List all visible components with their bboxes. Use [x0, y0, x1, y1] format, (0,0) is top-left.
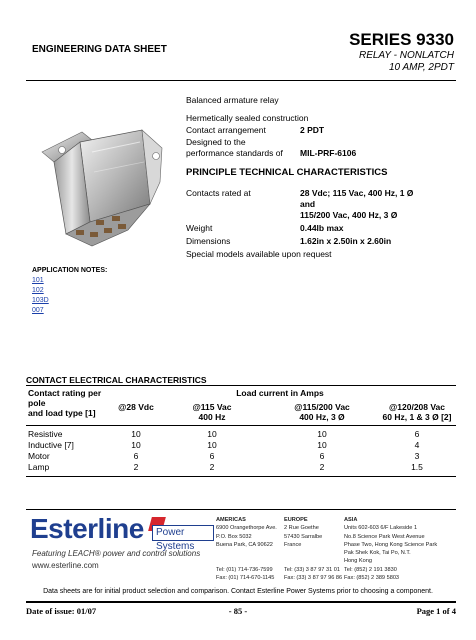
fax-europe: Fax: (33) 3 87 97 96 86 — [284, 575, 343, 582]
contact-characteristics-title: CONTACT ELECTRICAL CHARACTERISTICS — [26, 375, 207, 385]
tel-asia: Tel: (852) 2 191 3830 — [344, 567, 397, 573]
address-europe-line: 2 Rue Goethe — [284, 525, 319, 532]
tel-americas: Tel: (01) 714-736-7599 — [216, 567, 273, 573]
contact-asia — [344, 566, 399, 583]
address-asia — [344, 516, 437, 566]
rating-header-line-1: Contact rating per — [28, 388, 102, 398]
contact-europe — [284, 566, 342, 583]
load-current-header: Load current in Amps — [236, 388, 324, 398]
disclaimer-text: Data sheets are for initial product selection and comparison. Contact Esterline Power Systems prior to choosing a component. — [43, 588, 433, 595]
spec-contact-value: 2 PDT — [300, 125, 325, 135]
col-115-200vac-header — [282, 402, 362, 422]
address-americas — [216, 516, 277, 549]
subtitle-line-2: 10 AMP, 2PDT — [388, 62, 454, 73]
contacts-rated-label: Contacts rated at — [186, 188, 251, 198]
row-type: Lamp — [28, 462, 50, 472]
row-value: 6 — [209, 451, 215, 461]
featuring-tagline: Featuring LEACH® power and control solutions — [32, 549, 201, 558]
weight-label: Weight — [186, 223, 213, 233]
table-bottom-divider — [26, 476, 456, 477]
row-value: 10 — [131, 440, 141, 450]
address-asia-line: Pak Shek Kok, Tai Po, N.T. — [344, 550, 411, 557]
spec-designed-value: MIL-PRF-6106 — [300, 148, 357, 158]
website-link[interactable]: www.esterline.com — [32, 561, 99, 570]
product-subtitle — [359, 50, 454, 74]
rating-header-line-3: and load type [1] — [28, 408, 96, 418]
fax-americas: Fax: (01) 714-670-1145 — [216, 575, 275, 582]
row-value: 4 — [414, 440, 420, 450]
contacts-rated-value-2: and — [300, 199, 316, 209]
address-asia-heading: ASIA — [344, 517, 358, 523]
spec-balanced-armature: Balanced armature relay — [186, 95, 279, 105]
app-note-link-007[interactable]: 007 — [32, 307, 44, 314]
address-europe-line: France — [284, 541, 302, 548]
address-americas-line: 6900 Orangethorpe Ave. — [216, 525, 277, 532]
row-value: 10 — [131, 429, 141, 439]
row-value: 2 — [209, 462, 215, 472]
table-top-divider — [26, 385, 456, 386]
date-of-issue: Date of issue: 01/07 — [26, 606, 97, 616]
row-type: Resistive — [28, 429, 63, 439]
dimensions-value: 1.62in x 2.50in x 2.60in — [300, 236, 392, 246]
special-models-note: Special models available upon request — [186, 249, 332, 259]
row-value: 1.5 — [411, 462, 423, 472]
esterline-logo: Esterline — [30, 513, 144, 544]
header-divider — [26, 80, 456, 81]
row-value: 10 — [207, 440, 217, 450]
address-americas-heading: AMERICAS — [216, 517, 246, 523]
document-title: ENGINEERING DATA SHEET — [32, 44, 167, 55]
weight-value: 0.44lb max — [300, 223, 344, 233]
series-title: SERIES 9330 — [349, 30, 454, 49]
row-value: 2 — [319, 462, 325, 472]
spec-designed-label-1: Designed to the — [186, 137, 246, 147]
app-note-link-101[interactable]: 101 — [32, 277, 44, 284]
principle-section-title: PRINCIPLE TECHNICAL CHARACTERISTICS — [186, 167, 388, 178]
spec-contact-label: Contact arrangement — [186, 125, 266, 135]
row-value: 10 — [317, 429, 327, 439]
row-value: 2 — [133, 462, 139, 472]
col-120-208vac-line-1: @120/208 Vac — [388, 402, 446, 412]
row-value: 10 — [207, 429, 217, 439]
row-type: Inductive [7] — [28, 440, 74, 450]
rating-header — [28, 388, 101, 418]
address-asia-line: Hong Kong — [344, 558, 372, 565]
subtitle-line-1: RELAY - NONLATCH — [358, 50, 454, 61]
spec-hermetic: Hermetically sealed construction — [186, 113, 309, 123]
fax-asia: Fax: (852) 2 389 5803 — [344, 575, 400, 582]
address-americas-line: Buena Park, CA 90622 — [216, 541, 273, 548]
col-120-208vac-header — [374, 402, 460, 422]
address-asia-line: Phase Two, Hong Kong Science Park — [344, 541, 438, 548]
tel-europe: Tel: (33) 3 87 97 31 01 — [284, 567, 340, 573]
row-value: 6 — [133, 451, 139, 461]
row-value: 6 — [319, 451, 325, 461]
col-120-208vac-line-2: 60 Hz, 1 & 3 Ø [2] — [382, 412, 452, 422]
address-europe-line: 57430 Sarralbe — [284, 533, 323, 540]
footer-divider — [26, 601, 456, 603]
contact-americas — [216, 566, 274, 583]
table-header-divider — [26, 425, 456, 426]
row-value: 3 — [414, 451, 420, 461]
col-115vac-header — [180, 402, 244, 422]
dimensions-label: Dimensions — [186, 236, 231, 246]
rating-header-line-2: pole — [28, 398, 46, 408]
app-note-link-103d[interactable]: 103D — [32, 297, 49, 304]
power-systems-logo: Power Systems — [152, 525, 214, 541]
col-115-200vac-line-2: 400 Hz, 3 Ø — [299, 412, 345, 422]
app-note-link-102[interactable]: 102 — [32, 287, 44, 294]
contacts-rated-value-3: 115/200 Vac, 400 Hz, 3 Ø — [300, 210, 398, 220]
address-europe — [284, 516, 322, 549]
page-count: Page 1 of 4 — [416, 606, 456, 616]
application-notes-title: APPLICATION NOTES: — [32, 267, 108, 274]
row-value: 6 — [414, 429, 420, 439]
col-28vdc-header: @28 Vdc — [118, 402, 154, 412]
row-type: Motor — [28, 451, 50, 461]
col-115vac-line-2: 400 Hz — [198, 412, 226, 422]
relay-product-image — [32, 112, 172, 262]
footer-top-divider — [26, 509, 456, 510]
address-asia-line: Units 602-603 6/F Lakeside 1 — [344, 525, 418, 532]
contacts-rated-value-1: 28 Vdc; 115 Vac, 400 Hz, 1 Ø — [300, 188, 414, 198]
spec-designed-label-2: performance standards of — [186, 148, 283, 158]
row-value: 10 — [317, 440, 327, 450]
col-115-200vac-line-1: @115/200 Vac — [294, 402, 350, 412]
address-asia-line: No.8 Science Park West Avenue — [344, 533, 425, 540]
address-americas-line: P.O. Box 5032 — [216, 533, 252, 540]
col-115vac-line-1: @115 Vac — [192, 402, 232, 412]
address-europe-heading: EUROPE — [284, 517, 308, 523]
page-number-center: - 85 - — [228, 606, 248, 616]
